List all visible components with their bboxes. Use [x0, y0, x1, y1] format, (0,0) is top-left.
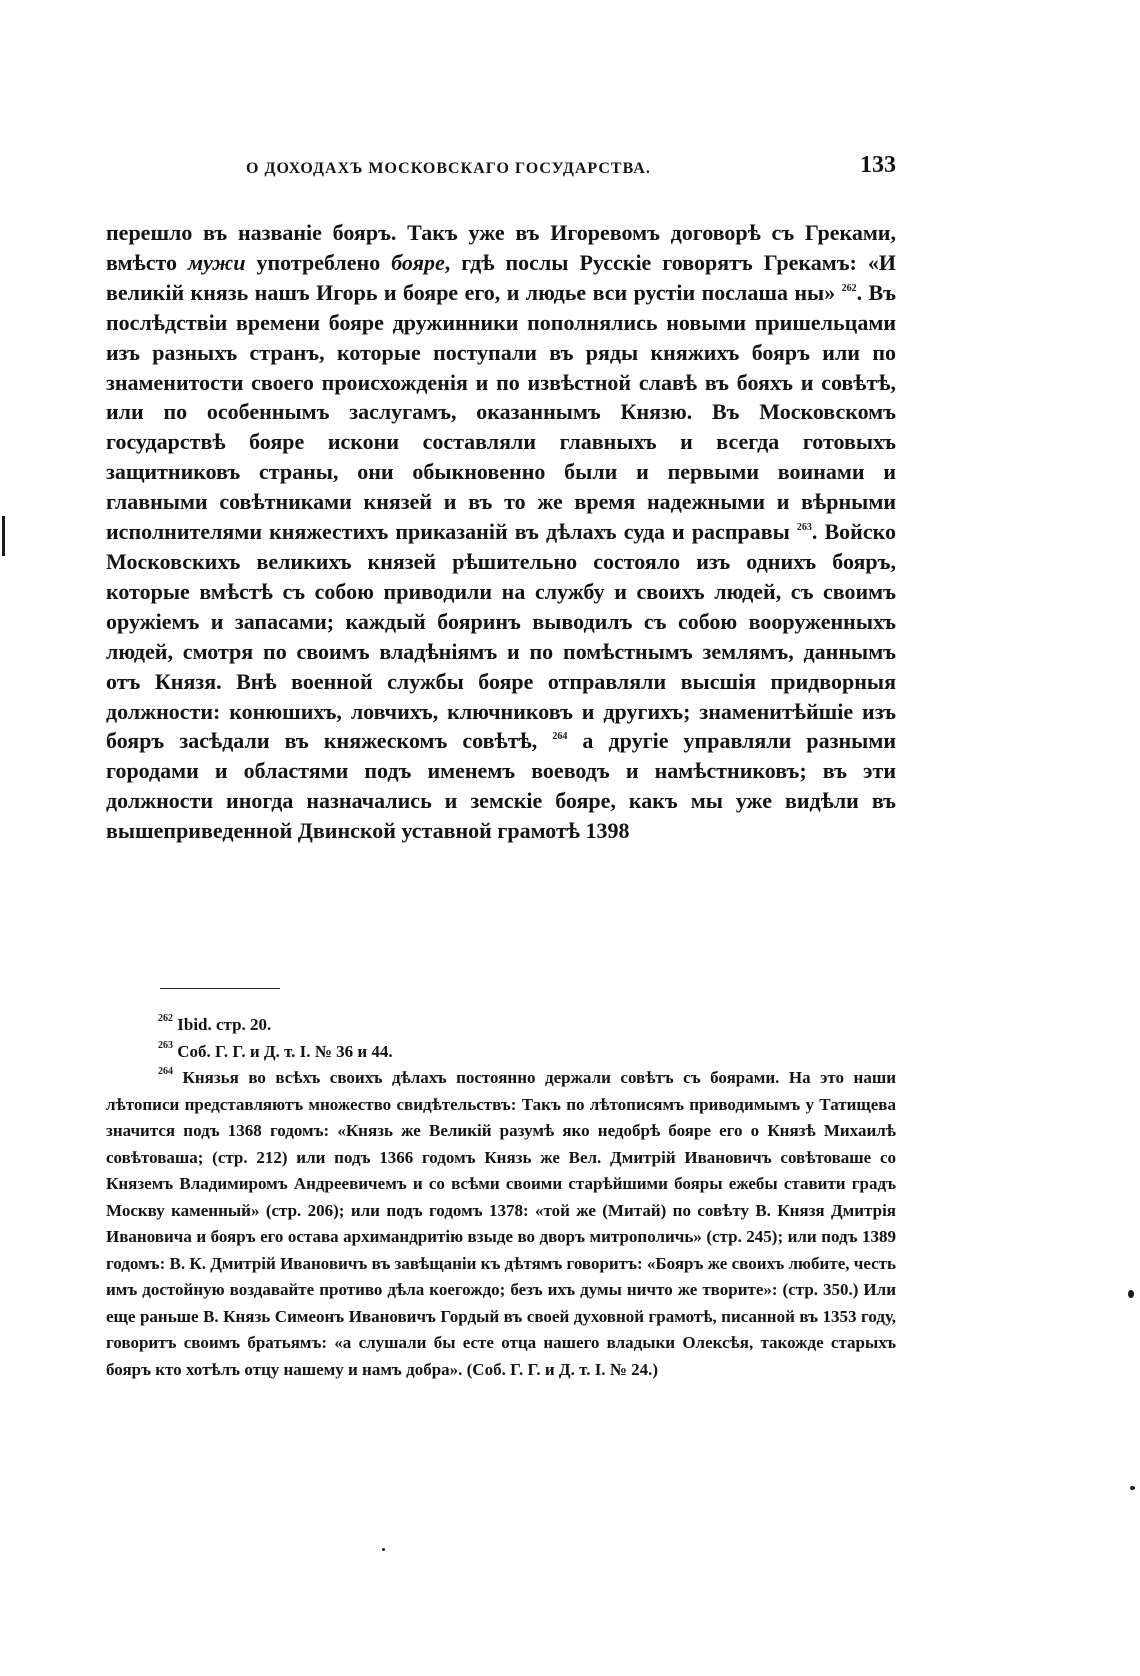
footnote-mark: 264: [158, 1066, 173, 1077]
footnote-text: Ibid. стр. 20.: [173, 1015, 272, 1034]
text-run: . Въ послѣдствіи времени бояре дружинники пополнялись новыми пришельцами изъ разныхъ странъ, которые поступали въ ряды княжихъ бояръ или по знаменитости своего происхожденія и по извѣстной славѣ въ бояхъ и совѣтѣ, или по особеннымъ заслугамъ, оказаннымъ Князю. Въ Московскомъ государствѣ бояре искони составляли главныхъ и всегда готовыхъ защитниковъ страны, они обыкновенно были и первыми воинами и главными совѣтниками князей и въ то же время надежными и вѣрными исполнителями княжестихъ приказаній въ дѣлахъ суда и расправы: [106, 279, 897, 545]
left-edge-mark: [2, 516, 5, 556]
text-run: . Войско Московскихъ великихъ князей рѣшительно состояло изъ однихъ бояръ, которые вмѣстѣ съ собою приводили на службу и своихъ людей, съ своимъ оружіемъ и запасами; каждый бояринъ выводилъ съ собою вооруженныхъ людей, смотря по своимъ владѣніямъ и по помѣстнымъ землямъ, даннымъ отъ Князя. Внѣ военной службы бояре отправляли высшія придворныя должности: конюшихъ, ловчихъ, ключниковъ и другихъ; знаменитѣйшіе изъ бояръ засѣдали въ княжескомъ совѣтѣ,: [106, 519, 897, 754]
page-number: 133: [860, 152, 896, 178]
scan-speck: [1130, 1486, 1135, 1490]
running-title: О ДОХОДАХЪ МОСКОВСКАГО ГОСУДАРСТВА.: [246, 160, 651, 177]
page-header: [106, 152, 896, 186]
text-run: употреблено: [245, 249, 392, 275]
text-run: а другіе управляли разными городами и областями подъ именемъ воеводъ и намѣстниковъ; въ эти должности иногда назначались и земскіе бояре, какъ мы уже видѣли въ вышеприведенной Двинской уставной грамотѣ 1398: [106, 728, 896, 844]
footnote-ref: 262: [841, 282, 857, 294]
italic-word: бояре: [391, 249, 445, 275]
footnote-ref: 264: [552, 731, 568, 743]
footnotes: [106, 1012, 896, 1383]
footnote-264: [106, 1065, 896, 1383]
footnote-text: Соб. Г. Г. и Д. т. I. № 36 и 44.: [173, 1041, 393, 1061]
footnote-mark: 263: [158, 1039, 173, 1051]
footnote-ref: 263: [796, 522, 812, 534]
footnote-text: Князья во всѣхъ своихъ дѣлахъ постоянно держали совѣтъ съ боярами. На это наши лѣтописи представляютъ множество свидѣтельствъ: Такъ по лѣтописямъ приводимымъ у Татищева значится подъ 1368 годомъ: «Князь же Великій разумѣ яко недобрѣ бояре его о Князѣ Михаилѣ совѣтоваша; (стр. 212) или подъ 1366 годомъ Князь же Вел. Дмитрій Ивановичъ совѣтоваше со Княземъ Владимиромъ Андреевичемъ и со всѣми своими старѣйшими бояры ежебы ставити градъ Москву каменный» (стр. 206); или подъ годомъ 1378: «той же (Митай) по совѣту В. Князя Дмитрія Ивановича и бояръ его остава архимандритію взыде во дворъ митрополичь» (стр. 245); или подъ 1389 годомъ: В. К. Дмитрій Ивановичъ въ завѣщаніи къ дѣтямъ говоритъ: «Бояръ же своихъ любите, честь имъ достойную воздавайте противо дѣла коегождо; безъ ихъ думы ничто же творите»: (стр. 350.) Или еще раньше В. Князь Симеонъ Ивановичъ Гордый въ своей духовной грамотѣ, писанной въ 1353 году, говоритъ своимъ братьямъ: «а слушали бы есте отца нашего владыки Олексѣя, такожде старыхъ бояръ кто хотѣлъ отцу нашему и намъ добра». (Соб. Г. Г. и Д. т. I. № 24.): [106, 1068, 896, 1379]
text-run: перешло въ названіе бояръ. Такъ уже въ Игоревомъ договорѣ съ Греками, вмѣсто: [106, 220, 896, 275]
footnote-263: [106, 1039, 896, 1066]
scan-speck: [1128, 1290, 1134, 1298]
footnote-separator: [160, 988, 280, 989]
text-run: , гдѣ послы Русскіе говорятъ Грекамъ: «И великій князь нашъ Игорь и бояре его, и людье вси рустіи послаша ны»: [106, 249, 896, 305]
footnote-mark: 262: [158, 1013, 173, 1024]
footnote-262: [106, 1012, 896, 1039]
main-paragraph: [106, 218, 896, 846]
italic-word: мужи: [188, 249, 246, 275]
scan-speck: [382, 1548, 385, 1551]
